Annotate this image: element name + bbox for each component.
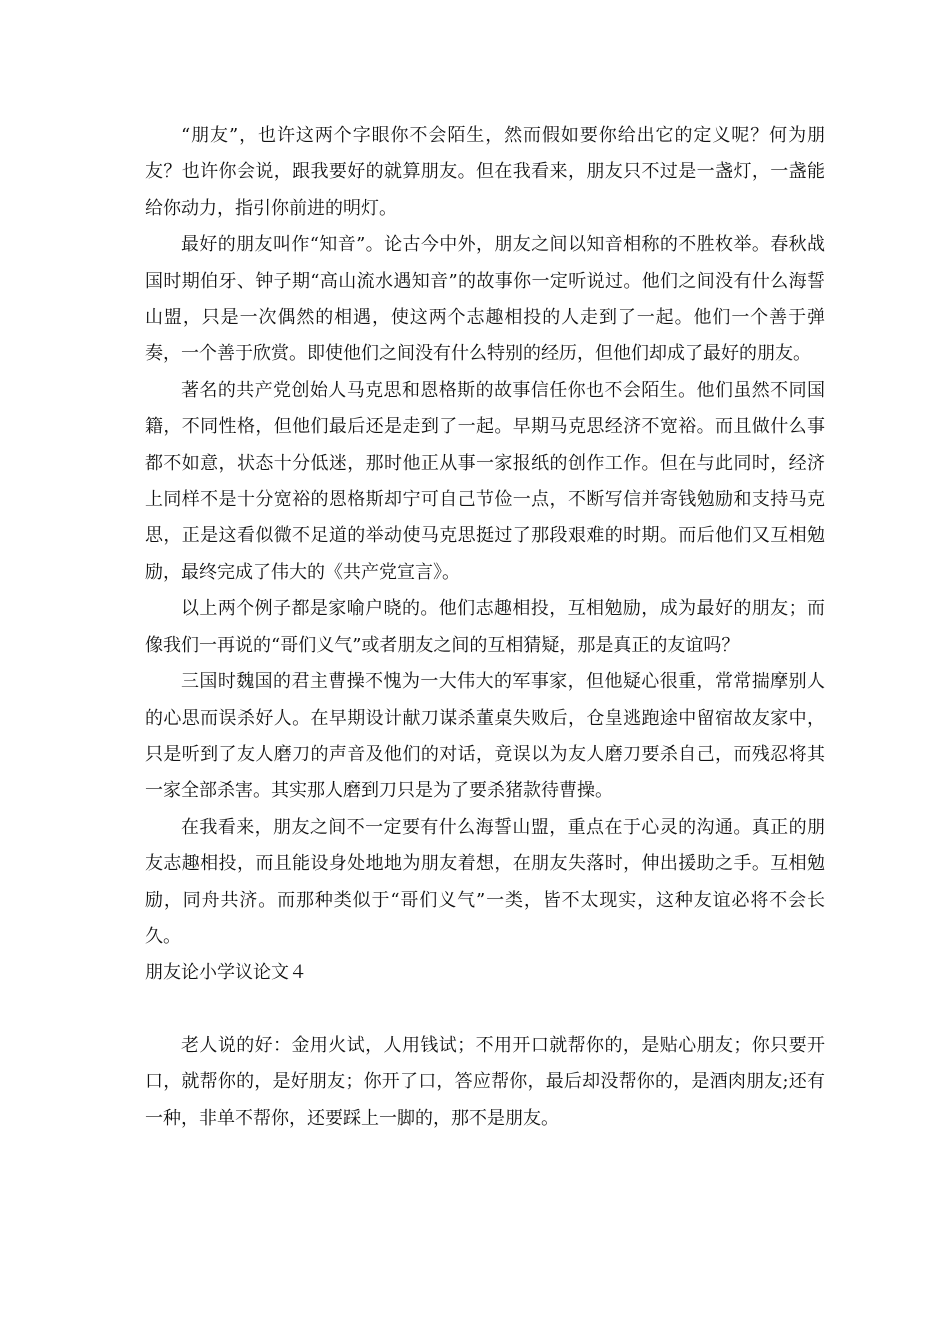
section-paragraph-1: 老人说的好：金用火试，人用钱试；不用开口就帮你的，是贴心朋友；你只要开口，就帮你的，是好朋友；你开了口，答应帮你，最后却没帮你的，是酒肉朋友;还有一种，非单不帮你，还要踩上一脚的，那不是朋友。 [145,1034,825,1129]
document-page [145,118,825,1137]
paragraph-5: 三国时魏国的君主曹操不愧为一大伟大的军事家，但他疑心很重，常常揣摩别人的心思而误杀好人。在早期设计献刀谋杀董桌失败后，仓皇逃跑途中留宿故友家中，只是听到了友人磨刀的声音及他们的对话，竟误以为友人磨刀要杀自己，而残忍将其一家全部杀害。其实那人磨到刀只是为了要杀猪款待曹操。 [145,671,825,802]
paragraph-1: “朋友”，也许这两个字眼你不会陌生，然而假如要你给出它的定义呢？何为朋友？也许你会说，跟我要好的就算朋友。但在我看来，朋友只不过是一盏灯，一盏能给你动力，指引你前进的明灯。 [145,125,825,219]
section-heading: 朋友论小学议论文４ [145,962,307,984]
paragraph-4: 以上两个例子都是家喻户晓的。他们志趣相投，互相勉励，成为最好的朋友；而像我们一再说的“哥们义气”或者朋友之间的互相猜疑，那是真正的友谊吗？ [145,598,825,656]
paragraph-2: 最好的朋友叫作“知音”。论古今中外，朋友之间以知音相称的不胜枚举。春秋战国时期伯牙、钟子期“高山流水遇知音”的故事你一定听说过。他们之间没有什么海誓山盟，只是一次偶然的相遇，使这两个志趣相投的人走到了一起。他们一个善于弹奏，一个善于欣赏。即使他们之间没有什么特别的经历，但他们却成了最好的朋友。 [145,234,825,365]
paragraph-3: 著名的共产党创始人马克思和恩格斯的故事信任你也不会陌生。他们虽然不同国籍，不同性格，但他们最后还是走到了一起。早期马克思经济不宽裕。而且做什么事都不如意，状态十分低迷，那时他正从事一家报纸的创作工作。但在与此同时，经济上同样不是十分宽裕的恩格斯却宁可自己节俭一点，不断写信并寄钱勉励和支持马克思，正是这看似微不足道的举动使马克思挺过了那段艰难的时期。而后他们又互相勉励，最终完成了伟大的《共产党宣言》。 [145,379,825,583]
paragraph-6: 在我看来，朋友之间不一定要有什么海誓山盟，重点在于心灵的沟通。真正的朋友志趣相投，而且能设身处地地为朋友着想，在朋友失落时，伸出援助之手。互相勉励，同舟共济。而那种类似于“哥们义气”一类，皆不太现实，这种友谊必将不会长久。 [145,816,825,947]
